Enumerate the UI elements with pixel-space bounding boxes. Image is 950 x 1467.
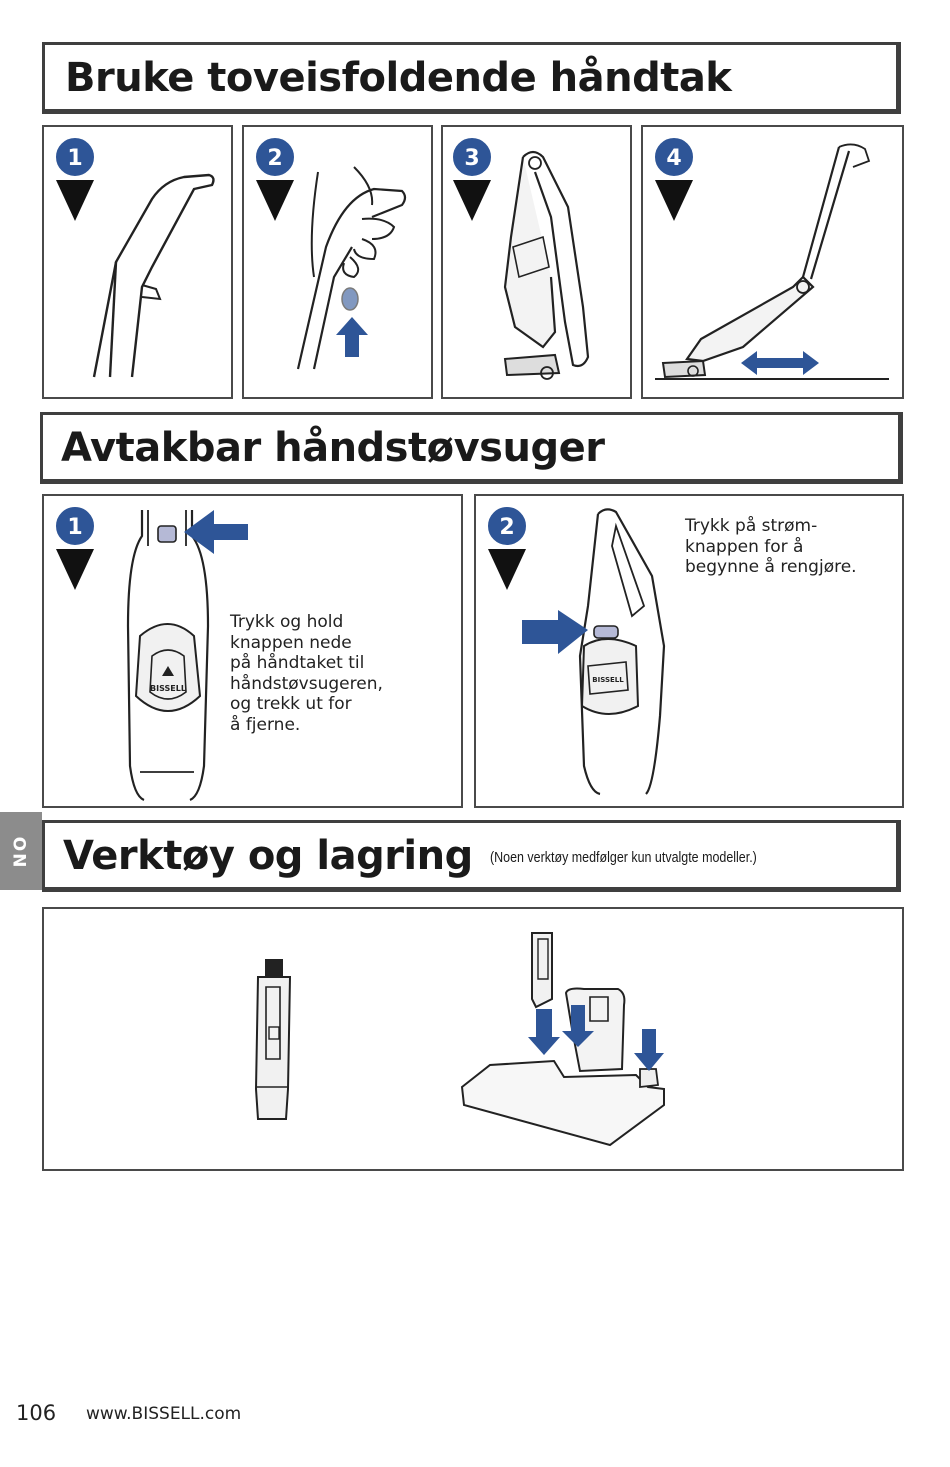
storage-stand: [462, 933, 664, 1145]
footer-url: www.BISSELL.com: [86, 1404, 242, 1424]
folding-step-1-panel: [42, 125, 233, 399]
language-tab: [0, 812, 42, 890]
svg-text:1: 1: [67, 515, 83, 540]
handheld-step-2-badge: [482, 504, 532, 594]
step-2-badge: [250, 135, 300, 225]
handheld-step-1-panel: [42, 494, 463, 808]
svg-text:2: 2: [499, 515, 515, 540]
folding-step-2-panel: [242, 125, 433, 399]
svg-text:2: 2: [267, 146, 283, 171]
svg-text:BISSELL: BISSELL: [592, 676, 624, 684]
svg-text:BISSELL: BISSELL: [150, 684, 186, 693]
handheld-step-1-caption: Trykk og hold knappen nede på håndtaket til håndstøvsugeren, og trekk ut for å fjerne.: [230, 612, 383, 735]
handheld-step-2-panel: [474, 494, 904, 808]
section-banner-tools: [42, 820, 901, 892]
tools-storage-illustration: [44, 909, 904, 1171]
folding-step-4-panel: [641, 125, 904, 399]
crevice-brush-tool: [256, 959, 290, 1119]
step-3-badge: [447, 135, 497, 225]
svg-text:4: 4: [666, 146, 682, 171]
language-tab-label: NO: [11, 834, 31, 868]
step-1-badge: [50, 135, 100, 225]
svg-text:1: 1: [67, 146, 83, 171]
section-banner-handheld: [40, 412, 903, 484]
section-banner-folding-handle: [42, 42, 901, 114]
section-title-folding-handle: Bruke toveisfoldende håndtak: [65, 55, 732, 101]
tools-storage-panel: [42, 907, 904, 1171]
handheld-step-1-badge: [50, 504, 100, 594]
section-title-tools: Verktøy og lagring: [63, 833, 473, 879]
handheld-step-2-caption: Trykk på strøm- knappen for å begynne å rengjøre.: [685, 516, 857, 577]
page-number: 106: [16, 1401, 57, 1425]
folding-step-3-panel: [441, 125, 632, 399]
section-title-handheld: Avtakbar håndstøvsuger: [61, 425, 605, 471]
svg-text:3: 3: [464, 146, 480, 171]
tools-availability-note: (Noen verktøy medfølger kun utvalgte modeller.): [490, 850, 757, 866]
step-4-badge: [649, 135, 699, 225]
